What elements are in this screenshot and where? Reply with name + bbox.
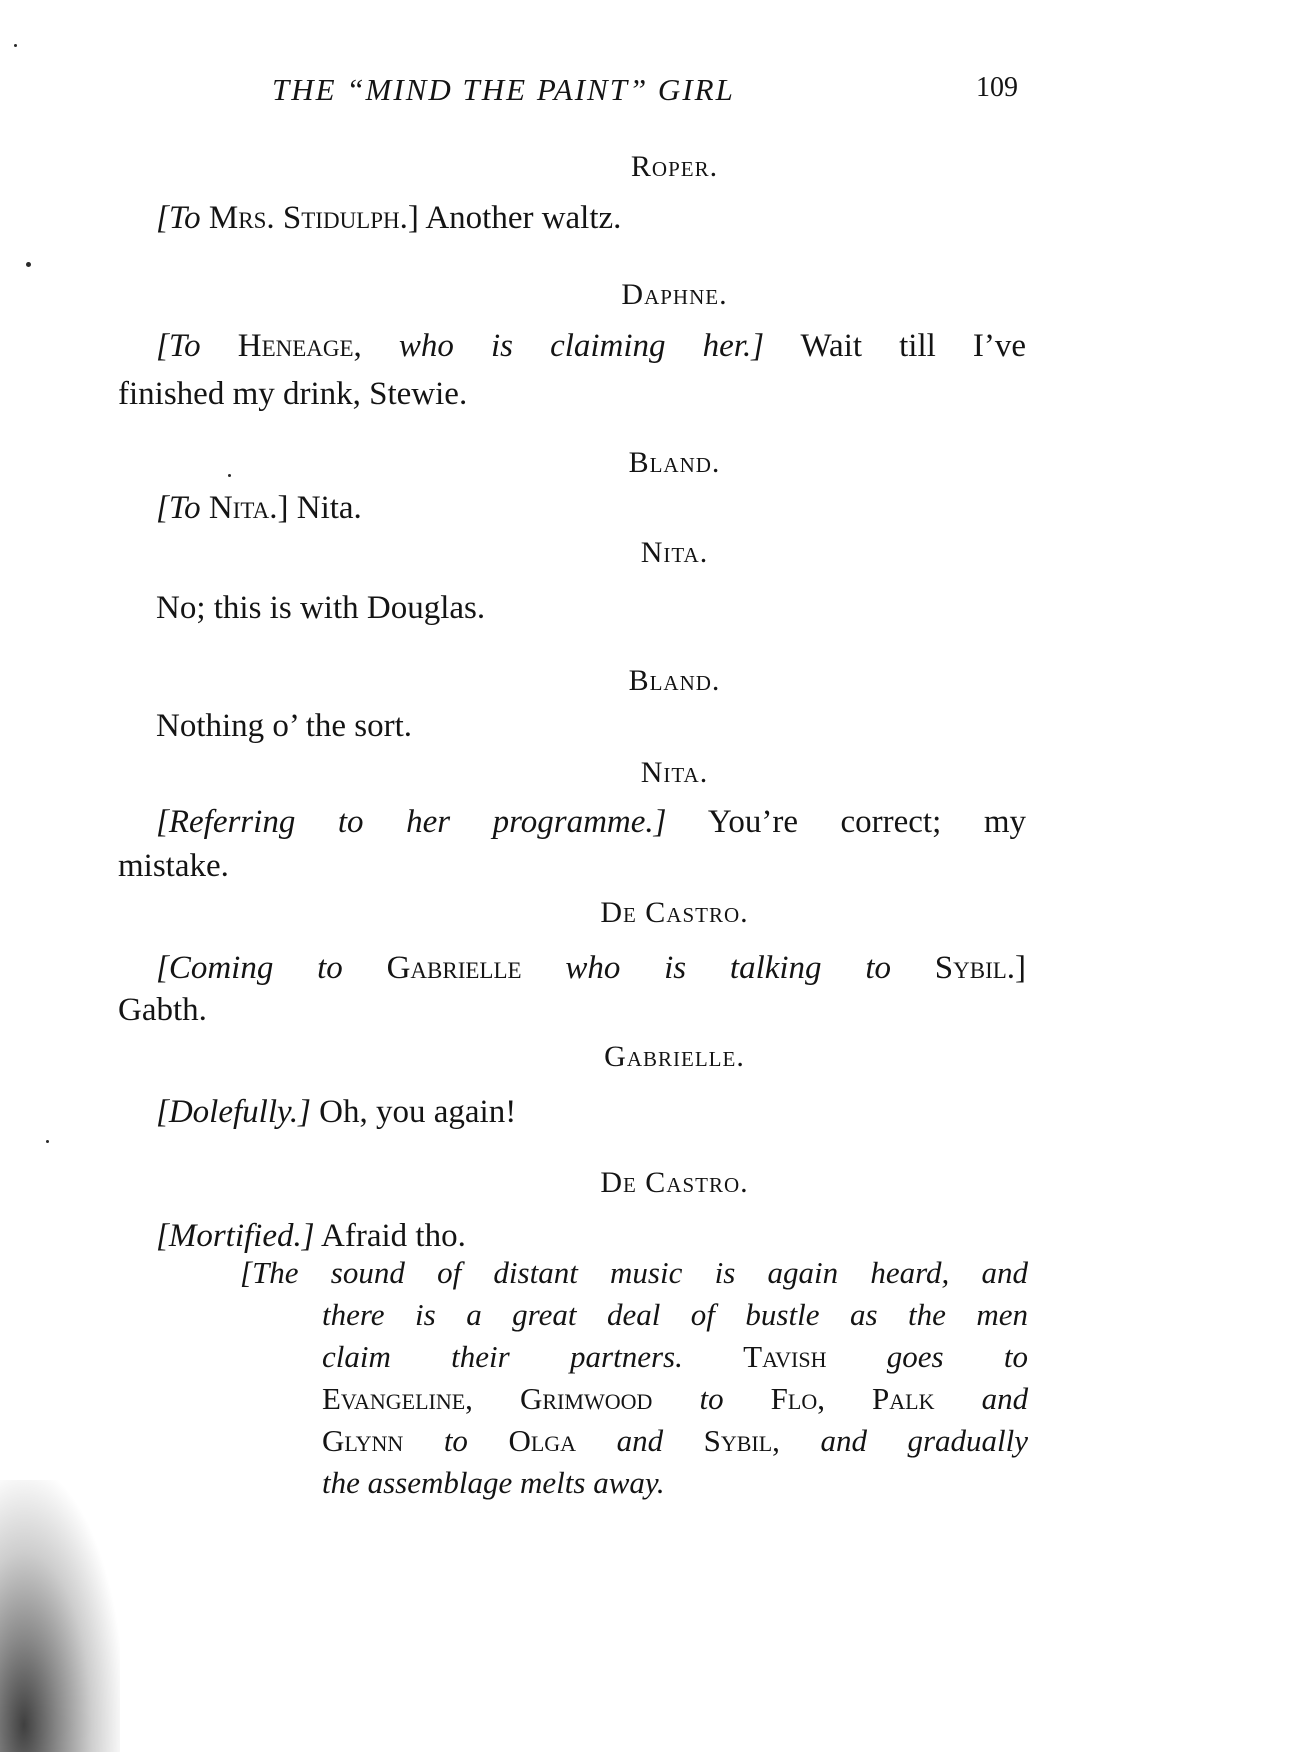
- character-name: Heneage,: [237, 328, 362, 364]
- dialogue: Another waltz.: [425, 200, 622, 236]
- character-name: Mrs. Stidulph.]: [208, 200, 419, 236]
- stage-text: and: [981, 1381, 1029, 1416]
- stage-row: [322, 1336, 1028, 1378]
- stage-row: [322, 1378, 1028, 1420]
- scan-smudge: [0, 1480, 120, 1752]
- nita-line-2: [156, 796, 1026, 848]
- dialogue: You’re correct; my: [707, 804, 1026, 840]
- scan-speck: [46, 1140, 49, 1143]
- stage-text: claim their partners.: [322, 1339, 683, 1374]
- daphne-line-1: [156, 320, 1026, 372]
- closing-stage-direction: [240, 1252, 1028, 1504]
- roper-line: [156, 192, 621, 244]
- speaker-daphne: Daphne.: [621, 278, 728, 311]
- stage-text: to: [699, 1381, 724, 1416]
- daphne-line-2: finished my drink, Stewie.: [118, 376, 468, 412]
- stage-direction: [Mortified.]: [156, 1218, 315, 1254]
- stage-row: [322, 1420, 1028, 1462]
- speaker-bland: Bland.: [628, 664, 721, 697]
- running-title: THE “MIND THE PAINT” GIRL: [272, 72, 735, 107]
- bland-line-2: Nothing o’ the sort.: [156, 708, 413, 744]
- page-header: [0, 72, 1313, 112]
- speaker-de-castro: De Castro.: [600, 896, 749, 929]
- character-name: Sybil,: [703, 1423, 780, 1458]
- character-name: Glynn: [322, 1423, 404, 1458]
- speaker-roper: Roper.: [630, 150, 719, 183]
- stage-direction: [Coming to: [156, 950, 343, 986]
- stage-direction: who is claiming her.]: [398, 328, 765, 364]
- stage-direction: [To: [156, 490, 201, 526]
- speaker-nita: Nita.: [640, 756, 709, 789]
- gabrielle-line: [156, 1086, 516, 1138]
- speaker-bland: Bland.: [628, 446, 721, 479]
- stage-text: and: [616, 1423, 664, 1458]
- dialogue: Nita.: [296, 490, 362, 526]
- speaker-gabrielle: Gabrielle.: [604, 1040, 745, 1073]
- character-name: Nita.]: [208, 490, 289, 526]
- character-name: Tavish: [743, 1339, 827, 1374]
- stage-direction: who is talking to: [565, 950, 891, 986]
- dialogue: Afraid tho.: [321, 1218, 466, 1254]
- character-name: Grimwood: [520, 1381, 653, 1416]
- character-name: Flo,: [770, 1381, 825, 1416]
- stage-direction: [To: [156, 200, 201, 236]
- stage-direction: [Dolefully.]: [156, 1094, 311, 1130]
- character-name: Gabrielle: [386, 950, 522, 986]
- de-castro-line-1-cont: Gabth.: [118, 992, 207, 1028]
- dialogue: Wait till I’ve: [800, 328, 1026, 364]
- character-name: Palk: [872, 1381, 935, 1416]
- nita-line-1: No; this is with Douglas.: [156, 590, 486, 626]
- stage-row: the assemblage melts away.: [322, 1465, 665, 1500]
- dialogue: Oh, you again!: [319, 1094, 517, 1130]
- stage-text: goes to: [886, 1339, 1028, 1374]
- stage-direction: [To: [156, 328, 201, 364]
- page-number: 109: [976, 72, 1018, 103]
- nita-line-2-cont: mistake.: [118, 848, 229, 884]
- stage-text: and gradually: [820, 1423, 1028, 1458]
- stage-row: [The sound of distant music is again heard, and: [240, 1255, 1028, 1290]
- character-name: Evangeline,: [322, 1381, 473, 1416]
- scan-speck: [26, 262, 31, 267]
- bland-line-1: [156, 482, 362, 534]
- character-name: Olga: [508, 1423, 577, 1458]
- stage-row: there is a great deal of bustle as the men: [322, 1297, 1028, 1332]
- stage-text: to: [443, 1423, 468, 1458]
- speaker-nita: Nita.: [640, 536, 709, 569]
- scan-speck: [14, 44, 17, 47]
- de-castro-line-1: [156, 942, 1026, 994]
- stage-direction: [Referring to her programme.]: [156, 804, 667, 840]
- character-name: Sybil.]: [934, 950, 1027, 986]
- speaker-de-castro: De Castro.: [600, 1166, 749, 1199]
